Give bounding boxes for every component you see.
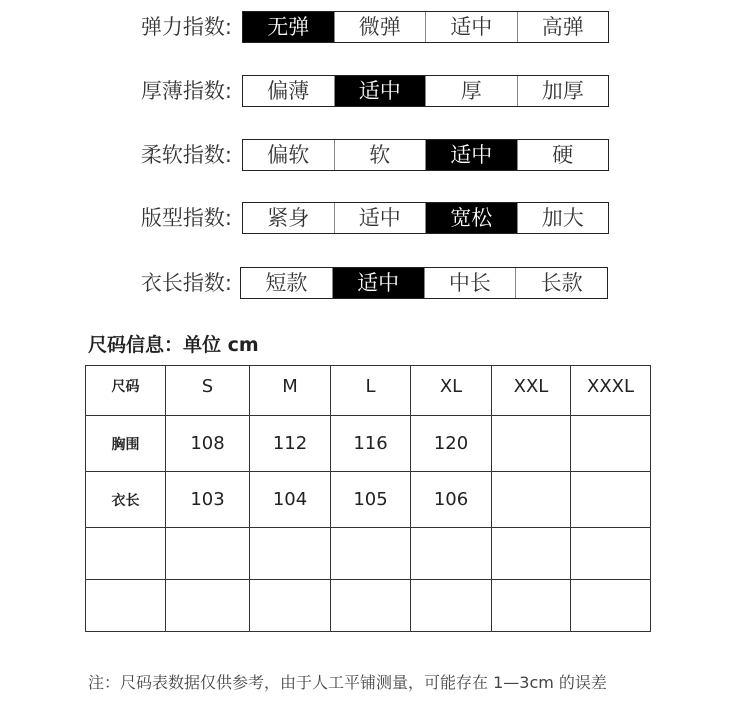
table-cell <box>250 528 331 580</box>
index-option: 微弹 <box>334 12 426 42</box>
table-cell: 103 <box>166 472 250 528</box>
table-row <box>86 528 651 580</box>
table-cell: 衣长 <box>86 472 166 528</box>
table-row <box>86 472 651 528</box>
table-cell <box>571 416 651 472</box>
table-cell: 胸围 <box>86 416 166 472</box>
table-cell: 108 <box>166 416 250 472</box>
table-header-cell: XXXL <box>571 366 651 416</box>
index-option: 偏软 <box>267 143 310 167</box>
index-label: 衣长指数: <box>140 271 232 295</box>
index-label: 厚薄指数: <box>140 79 232 103</box>
table-cell: 106 <box>411 472 492 528</box>
table-cell <box>166 528 250 580</box>
index-options <box>240 267 608 299</box>
index-label: 版型指数: <box>140 206 232 230</box>
table-cell: 116 <box>331 416 411 472</box>
index-option: 软 <box>334 140 426 170</box>
table-header-cell: XXL <box>492 366 571 416</box>
table-cell <box>331 580 411 632</box>
table-cell <box>411 580 492 632</box>
index-option: 硬 <box>517 140 609 170</box>
size-table-title: 尺码信息：单位 cm <box>88 334 259 356</box>
table-cell <box>166 580 250 632</box>
index-label: 柔软指数: <box>140 143 232 167</box>
index-option: 加厚 <box>517 76 609 106</box>
table-cell <box>250 580 331 632</box>
index-option: 短款 <box>265 271 308 295</box>
table-header-cell: S <box>166 366 250 416</box>
index-option: 适中 <box>425 140 517 170</box>
table-cell <box>492 416 571 472</box>
measurement-note: 注：尺码表数据仅供参考，由于人工平铺测量，可能存在 1—3cm 的误差 <box>88 673 607 692</box>
table-header-cell: 尺码 <box>86 366 166 416</box>
index-option: 无弹 <box>243 12 334 42</box>
table-cell: 112 <box>250 416 331 472</box>
table-cell <box>86 580 166 632</box>
table-cell <box>571 472 651 528</box>
index-options <box>242 11 609 43</box>
index-option: 适中 <box>334 203 426 233</box>
table-cell <box>411 528 492 580</box>
table-cell <box>492 580 571 632</box>
index-option: 厚 <box>425 76 517 106</box>
table-row <box>86 580 651 632</box>
index-options <box>242 75 609 107</box>
index-option: 宽松 <box>425 203 517 233</box>
table-cell <box>571 528 651 580</box>
table-header-row <box>86 366 651 416</box>
table-row <box>86 416 651 472</box>
table-cell: 105 <box>331 472 411 528</box>
table-cell <box>86 528 166 580</box>
index-label: 弹力指数: <box>140 15 232 39</box>
table-cell <box>571 580 651 632</box>
table-cell <box>331 528 411 580</box>
table-header-cell: XL <box>411 366 492 416</box>
index-option: 适中 <box>334 76 426 106</box>
index-option: 长款 <box>515 268 607 298</box>
table-cell: 120 <box>411 416 492 472</box>
table-cell <box>492 528 571 580</box>
index-options <box>242 202 609 234</box>
table-cell <box>492 472 571 528</box>
index-option: 偏薄 <box>267 79 310 103</box>
index-option: 适中 <box>332 268 424 298</box>
table-cell: 104 <box>250 472 331 528</box>
index-option: 加大 <box>517 203 609 233</box>
index-option: 中长 <box>424 268 516 298</box>
index-option: 适中 <box>425 12 517 42</box>
table-header-cell: M <box>250 366 331 416</box>
index-option: 高弹 <box>517 12 609 42</box>
index-options <box>242 139 609 171</box>
size-table <box>85 365 651 632</box>
index-option: 紧身 <box>267 206 310 230</box>
table-header-cell: L <box>331 366 411 416</box>
